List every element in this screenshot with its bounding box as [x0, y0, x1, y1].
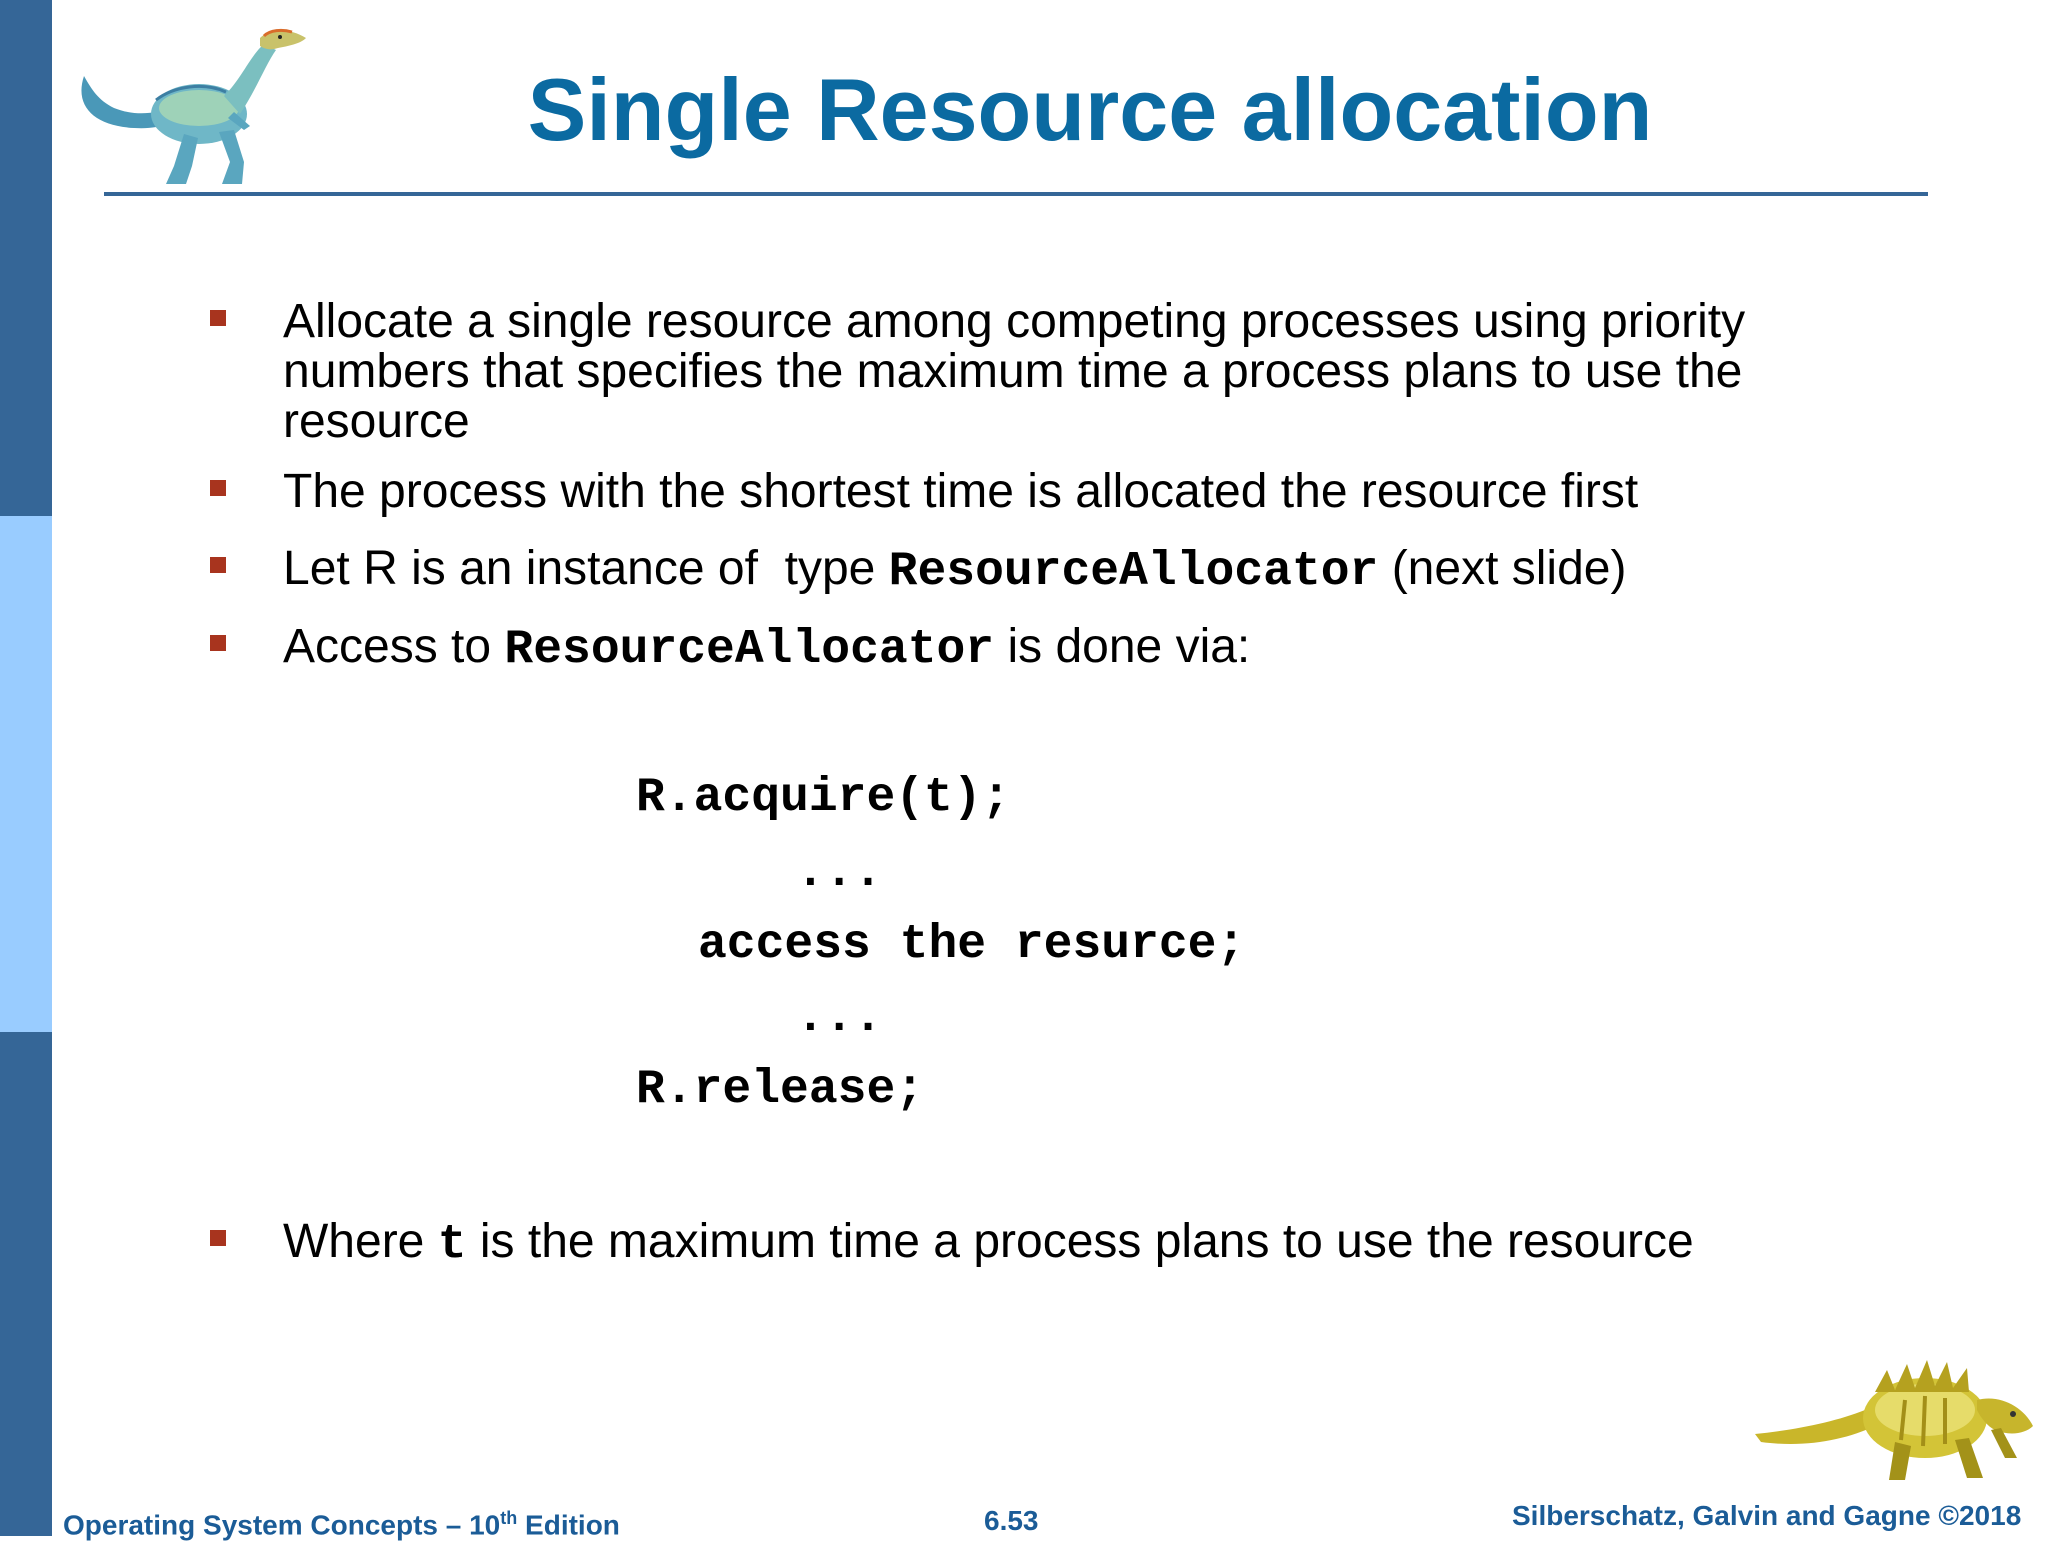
bullet-text-part: is the maximum time a process plans to use the resource	[466, 1215, 1694, 1268]
left-sidebar-band	[0, 0, 52, 1536]
bullet-line: numbers that specifies the maximum time a process plans to use the	[283, 345, 1743, 398]
code-line-ellipsis: ...	[796, 846, 883, 900]
bullet-text-access	[283, 622, 1250, 675]
footer-book-title-sup: th	[500, 1508, 518, 1528]
code-line-ellipsis: ...	[796, 991, 883, 1045]
sidebar-segment-bottom	[0, 1032, 52, 1536]
slide-number: 6.53	[984, 1505, 1039, 1536]
bullet-line: resource	[283, 395, 470, 448]
bullet-marker	[210, 1230, 226, 1246]
footer-book-title-end: Edition	[517, 1509, 620, 1541]
bullet-marker	[210, 557, 226, 573]
bullet-marker	[210, 635, 226, 651]
title-divider	[104, 192, 1928, 196]
bullet-marker	[210, 480, 226, 496]
footer-book-title	[63, 1508, 620, 1541]
bullet-text-shortest-time: The process with the shortest time is allocated the resource first	[283, 465, 1639, 518]
code-line-acquire: R.acquire(t);	[636, 771, 1011, 825]
bullet-text-part: Access to	[283, 620, 505, 673]
bullet-text-part: Where	[283, 1215, 438, 1268]
bullet-text-instance	[283, 544, 1626, 597]
bullet-marker	[210, 310, 226, 326]
sidebar-segment-middle	[0, 516, 52, 1032]
footer-authors: Silberschatz, Galvin and Gagne ©2018	[1512, 1500, 2022, 1531]
bullet-text-part: (next slide)	[1378, 542, 1627, 595]
bullet-line: Allocate a single resource among competing processes using priority	[283, 295, 1746, 348]
bullet-text-allocate	[283, 297, 1745, 447]
bullet-text-part: is done via:	[994, 620, 1251, 673]
code-term: ResourceAllocator	[888, 545, 1379, 599]
code-line-access: access the resurce;	[698, 918, 1246, 972]
code-line-release: R.release;	[636, 1063, 925, 1117]
bullet-text-part: Let R is an instance of type	[283, 542, 889, 595]
slide-title: Single Resource allocation	[527, 60, 1653, 159]
code-term: ResourceAllocator	[504, 623, 995, 677]
bullet-text-where	[283, 1217, 1694, 1270]
dinosaur-logo-bottom	[1755, 1330, 2045, 1490]
code-term: t	[437, 1218, 467, 1272]
footer-book-title-main: Operating System Concepts – 10	[63, 1509, 501, 1541]
